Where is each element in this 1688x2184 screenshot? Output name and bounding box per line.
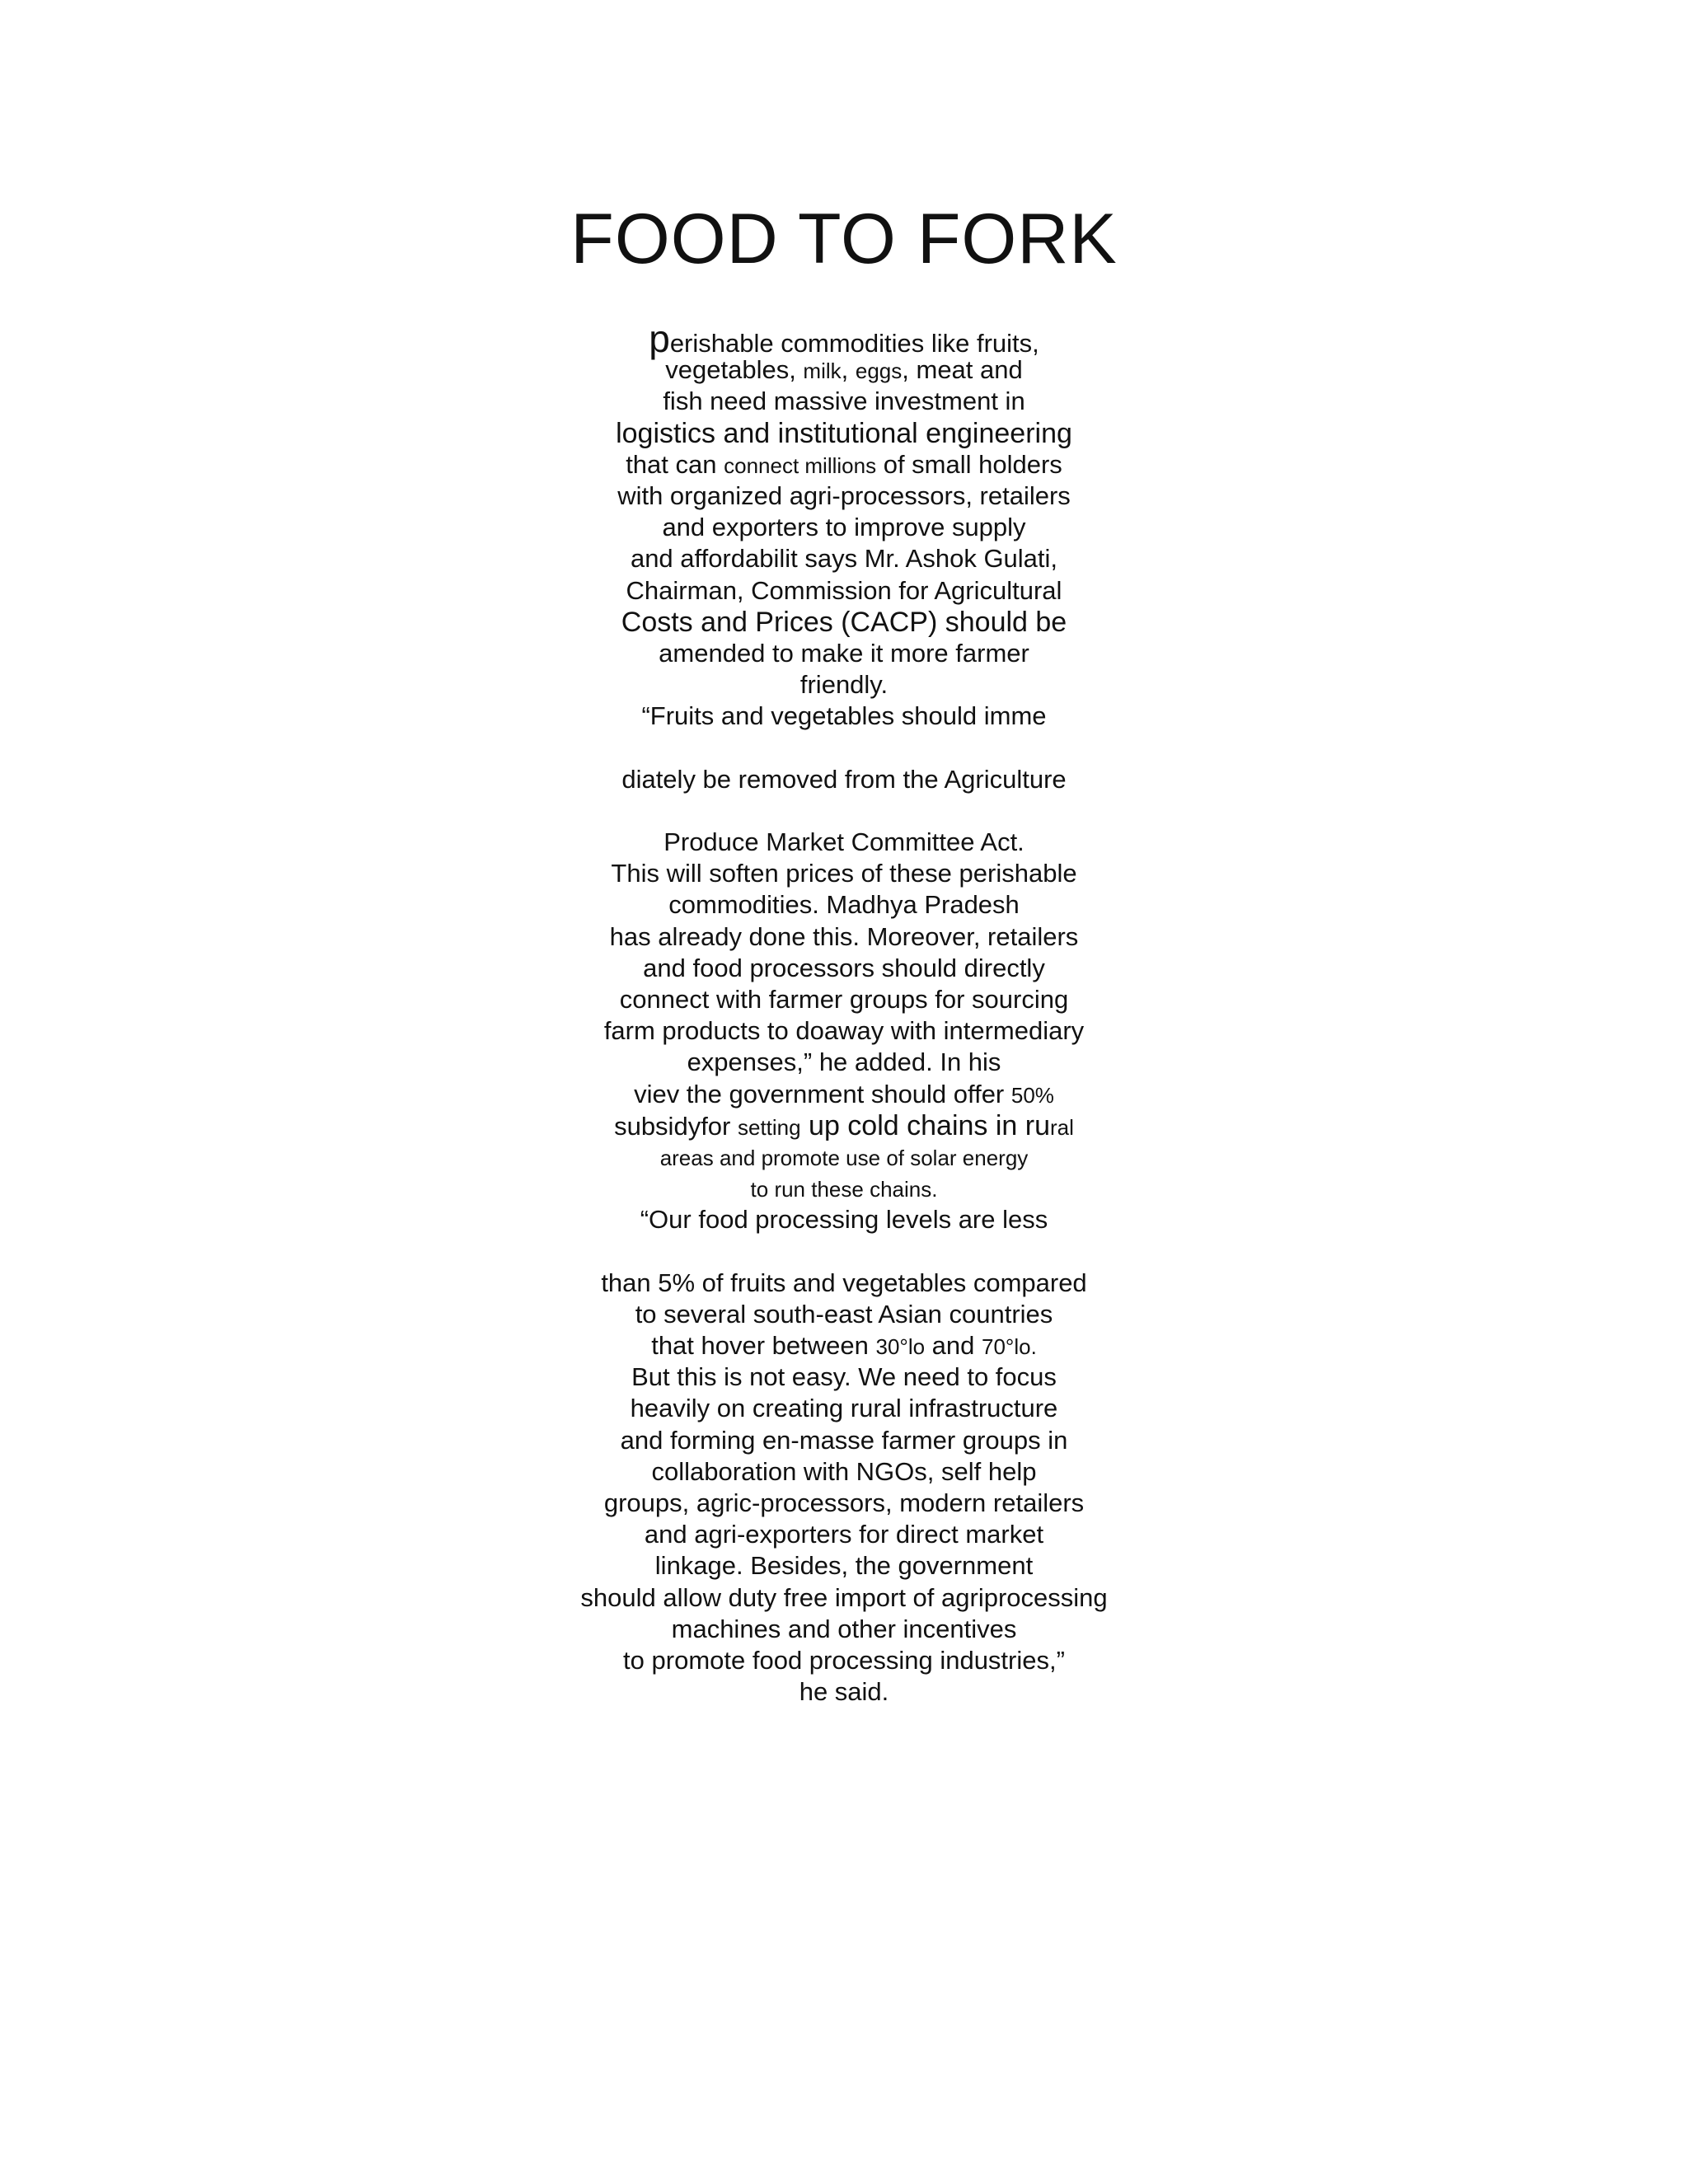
text-run: groups, agric-processors, modern retailers — [603, 1488, 1085, 1517]
text-run: should allow duty free import of agriprocessing — [580, 1582, 1108, 1612]
text-line — [0, 1015, 1688, 1047]
text-run: areas and — [659, 1145, 756, 1170]
text-run: , — [841, 355, 856, 385]
text-run: to promote food processing industries,” — [623, 1645, 1065, 1675]
text-line — [0, 386, 1688, 417]
text-run: , meat and — [902, 355, 1023, 385]
text-line — [0, 480, 1688, 512]
text-run: setting — [737, 1114, 801, 1140]
text-run: 30°lo — [875, 1334, 926, 1359]
text-run: friendly. — [799, 670, 889, 700]
text-line — [0, 1393, 1688, 1424]
text-run: promote use of solar energy — [755, 1145, 1029, 1170]
text-run: that can — [626, 449, 724, 479]
text-run: than 5% of fruits and vegetables compared — [601, 1268, 1087, 1297]
text-line — [0, 1425, 1688, 1456]
text-run: and exporters to improve supply — [662, 513, 1026, 542]
text-line — [0, 638, 1688, 669]
text-line — [0, 1141, 1688, 1173]
text-line — [0, 764, 1688, 795]
text-run: and affordabilit says Mr. Ashok Gulati, — [630, 544, 1058, 574]
text-run: with organized agri-processors, retailers — [617, 480, 1071, 510]
text-run: and forming en-masse farmer groups in — [620, 1425, 1068, 1455]
text-run: “Fruits and vegetables should imme — [641, 701, 1047, 731]
text-run: milk — [803, 359, 842, 384]
blank-line — [0, 732, 1688, 763]
text-run: amended to make it more farmer — [659, 638, 1029, 668]
text-line — [0, 1047, 1688, 1078]
text-run: Chairman, Commission for Agricultural — [626, 575, 1062, 605]
text-run: connect with farmer groups for sourcing — [619, 984, 1069, 1014]
text-run: fish need massive investment in — [663, 387, 1025, 416]
text-run: to run these chains. — [750, 1177, 938, 1202]
text-line — [0, 669, 1688, 701]
text-run: Produce Market Committee Act. — [663, 827, 1025, 856]
text-line — [0, 1519, 1688, 1550]
text-run: 50% — [1010, 1082, 1054, 1108]
text-line — [0, 1361, 1688, 1393]
text-run: that hover between — [651, 1331, 876, 1360]
text-run: logistics and institutional engineering — [616, 417, 1072, 449]
text-line — [0, 889, 1688, 921]
drop-cap: p — [649, 317, 670, 360]
text-line — [0, 1173, 1688, 1204]
blank-line — [0, 1235, 1688, 1267]
text-run: expenses,” he added. In his — [687, 1047, 1001, 1077]
text-line — [0, 1110, 1688, 1141]
text-line — [0, 1645, 1688, 1676]
text-line — [0, 1330, 1688, 1361]
text-run: machines and other incentives — [671, 1614, 1017, 1643]
text-run: heavily on creating rural infrastructure — [630, 1394, 1058, 1423]
text-line — [0, 1550, 1688, 1582]
text-run: ral — [1050, 1114, 1074, 1140]
text-line — [0, 701, 1688, 732]
text-run: and agri-exporters for direct market — [644, 1520, 1044, 1549]
text-run: collaboration with NGOs, self help — [651, 1456, 1037, 1486]
text-line — [0, 1079, 1688, 1110]
text-run: vegetables, — [665, 355, 804, 385]
text-line — [0, 1614, 1688, 1645]
text-run: he said. — [799, 1677, 889, 1707]
text-run: eggs — [855, 359, 903, 384]
text-line — [0, 1582, 1688, 1614]
text-run: to several south-east Asian countries — [635, 1299, 1053, 1329]
text-run: of small holders — [876, 449, 1062, 479]
text-line — [0, 575, 1688, 607]
text-run: up cold chains in ru — [800, 1109, 1050, 1141]
text-run: has already done this. Moreover, retailers — [609, 921, 1079, 951]
text-line — [0, 1268, 1688, 1299]
text-run: subsidyfor — [614, 1111, 738, 1141]
text-line — [0, 858, 1688, 889]
text-line — [0, 449, 1688, 480]
article-body — [0, 317, 1688, 1708]
text-line — [0, 1456, 1688, 1488]
text-run: farm products to doaway with intermediary — [603, 1016, 1085, 1046]
text-run: “Our food processing levels are less — [640, 1205, 1048, 1235]
text-line — [0, 953, 1688, 984]
text-line — [0, 921, 1688, 953]
text-run: and food processors should directly — [643, 953, 1045, 982]
text-run: diately be removed from the Agriculture — [621, 764, 1067, 794]
text-line — [0, 418, 1688, 449]
text-run: Costs and Prices (CACP) should be — [621, 606, 1067, 638]
text-run: connect millions — [724, 452, 877, 478]
text-line — [0, 1488, 1688, 1519]
text-run: 70°lo. — [982, 1334, 1037, 1359]
blank-line — [0, 795, 1688, 827]
text-line — [0, 354, 1688, 386]
text-run: But this is not easy. We need to focus — [631, 1362, 1057, 1392]
text-run: commodities. Madhya Pradesh — [668, 890, 1020, 920]
text-run: and — [925, 1331, 982, 1360]
text-line — [0, 543, 1688, 574]
text-line — [0, 1204, 1688, 1235]
text-run: This will soften prices of these perishable — [611, 859, 1077, 888]
text-run: viev the government should offer — [634, 1079, 1011, 1108]
text-line — [0, 1676, 1688, 1708]
text-line — [0, 1299, 1688, 1330]
text-line — [0, 984, 1688, 1015]
page-title: FOOD TO FORK — [570, 199, 1118, 279]
text-line — [0, 607, 1688, 638]
text-line — [0, 827, 1688, 858]
text-line — [0, 317, 1688, 360]
text-run: linkage. Besides, the government — [654, 1551, 1034, 1581]
text-run: erishable commodities like fruits, — [669, 329, 1039, 358]
text-line — [0, 512, 1688, 543]
